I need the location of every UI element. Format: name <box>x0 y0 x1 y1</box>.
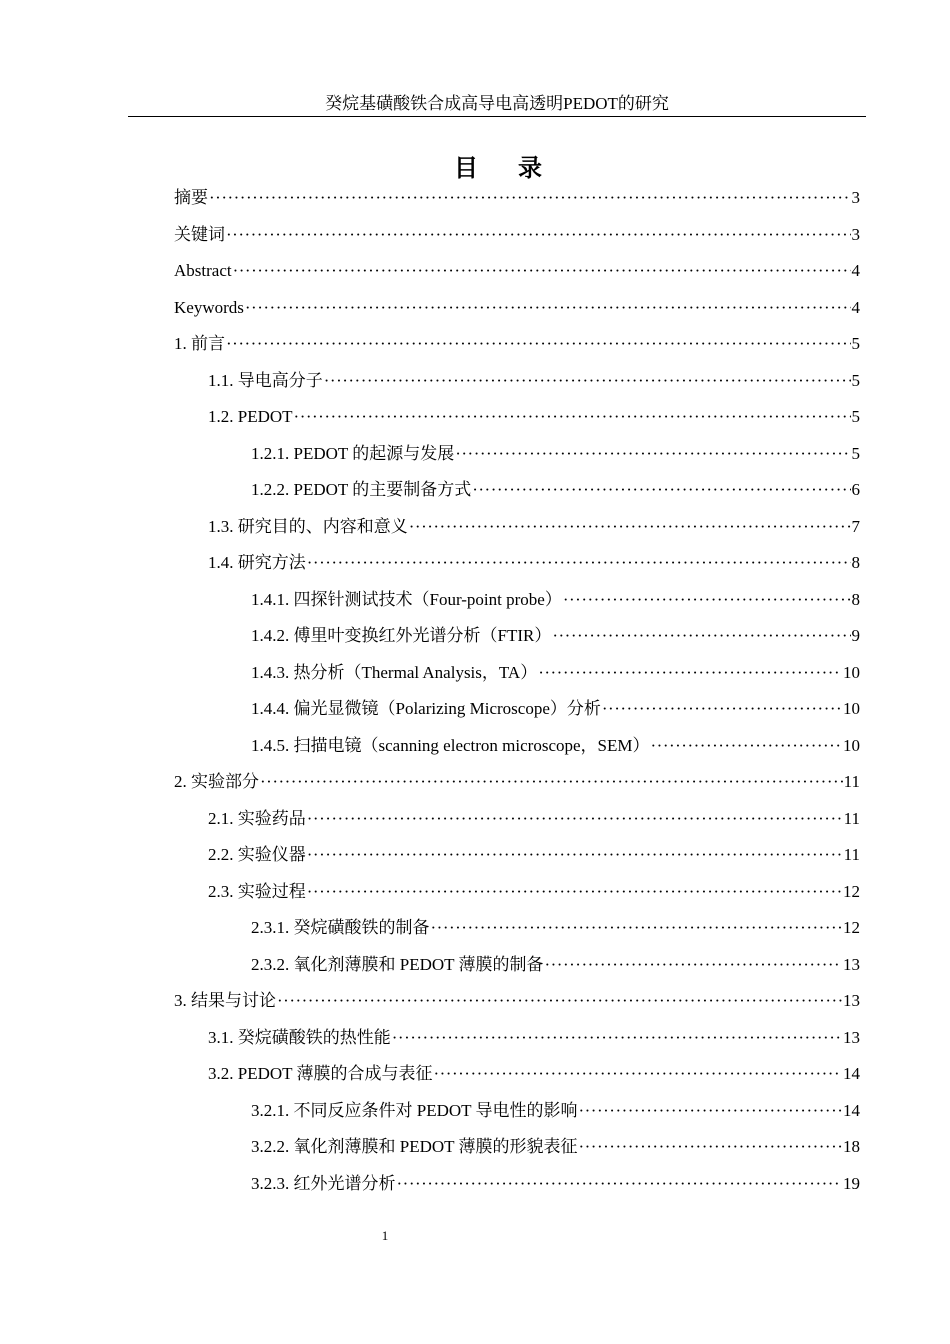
toc-entry-title: Keywords <box>174 297 244 317</box>
toc-entry[interactable] <box>174 436 860 473</box>
toc-entry-page: 13 <box>843 991 860 1010</box>
toc-entry-page: 13 <box>843 954 860 974</box>
table-of-contents <box>174 180 860 1202</box>
toc-dot-leader <box>226 217 851 254</box>
running-header: 癸烷基磺酸铁合成高导电高透明PEDOT的研究 <box>325 94 669 113</box>
toc-entry-title: 1.4.3. 热分析（Thermal Analysis，TA） <box>251 662 538 682</box>
toc-entry-page: 11 <box>843 845 860 864</box>
toc-entry-page: 5 <box>851 407 860 426</box>
toc-entry[interactable] <box>174 947 860 984</box>
toc-entry[interactable] <box>174 472 860 509</box>
toc-dot-leader <box>651 728 843 765</box>
toc-dot-leader <box>307 837 843 874</box>
toc-entry-page: 5 <box>851 334 860 353</box>
toc-entry-title: 2.3. 实验过程 <box>208 881 306 901</box>
toc-dot-leader <box>544 947 842 984</box>
toc-dot-leader <box>260 764 843 801</box>
toc-entry-title: 2.1. 实验药品 <box>208 808 306 828</box>
toc-entry-page: 10 <box>843 662 860 682</box>
toc-entry-title: 摘要 <box>174 188 208 207</box>
toc-entry-title: 1.4.4. 偏光显微镜（Polarizing Microscope）分析 <box>251 699 601 718</box>
toc-entry-page: 12 <box>843 881 860 901</box>
toc-entry[interactable] <box>174 1020 860 1057</box>
toc-entry[interactable] <box>174 253 860 290</box>
toc-entry-page: 12 <box>843 918 860 937</box>
toc-entry[interactable] <box>174 363 860 400</box>
toc-entry-title: 3. 结果与讨论 <box>174 991 276 1010</box>
toc-entry[interactable] <box>174 582 860 619</box>
toc-entry-page: 11 <box>843 808 860 828</box>
toc-entry[interactable] <box>174 910 860 947</box>
toc-entry-title: 1. 前言 <box>174 334 225 353</box>
toc-entry[interactable] <box>174 1166 860 1203</box>
toc-dot-leader <box>538 655 842 692</box>
toc-entry-title: 2. 实验部分 <box>174 772 259 791</box>
toc-dot-leader <box>307 545 851 582</box>
toc-entry-page: 9 <box>851 626 860 645</box>
toc-entry[interactable] <box>174 983 860 1020</box>
toc-dot-leader <box>245 290 851 327</box>
toc-entry[interactable] <box>174 655 860 692</box>
toc-entry-page: 10 <box>843 735 860 755</box>
toc-entry[interactable] <box>174 509 860 546</box>
toc-entry[interactable] <box>174 618 860 655</box>
toc-dot-leader <box>307 801 843 838</box>
toc-entry[interactable] <box>174 217 860 254</box>
toc-entry[interactable] <box>174 180 860 217</box>
toc-entry-page: 7 <box>851 516 860 536</box>
toc-entry[interactable] <box>174 545 860 582</box>
toc-entry-page: 5 <box>851 370 860 390</box>
toc-entry-title: 2.3.1. 癸烷磺酸铁的制备 <box>251 918 430 937</box>
toc-dot-leader <box>392 1020 842 1057</box>
toc-entry[interactable] <box>174 837 860 874</box>
toc-entry[interactable] <box>174 399 860 436</box>
toc-dot-leader <box>307 874 842 911</box>
toc-entry-title: 3.2.1. 不同反应条件对 PEDOT 导电性的影响 <box>251 1100 578 1120</box>
toc-entry-title: 1.2.1. PEDOT 的起源与发展 <box>251 443 455 463</box>
toc-entry-page: 11 <box>843 772 860 791</box>
toc-title <box>0 148 950 183</box>
toc-entry[interactable] <box>174 326 860 363</box>
page-number: 1 <box>381 1228 389 1243</box>
toc-entry-title: 1.4.1. 四探针测试技术（Four-point probe） <box>251 589 562 609</box>
toc-dot-leader <box>472 472 850 509</box>
toc-entry-page: 18 <box>843 1137 860 1156</box>
toc-dot-leader <box>277 983 842 1020</box>
toc-title-left: 目 <box>454 154 478 182</box>
toc-entry-page: 13 <box>843 1027 860 1047</box>
toc-dot-leader <box>602 691 842 728</box>
toc-entry-title: 1.3. 研究目的、内容和意义 <box>208 516 408 536</box>
toc-entry[interactable] <box>174 728 860 765</box>
toc-entry-page: 3 <box>851 188 860 207</box>
toc-entry-page: 10 <box>843 699 860 718</box>
toc-entry[interactable] <box>174 801 860 838</box>
toc-entry-title: 2.3.2. 氧化剂薄膜和 PEDOT 薄膜的制备 <box>251 954 544 974</box>
toc-entry-title: 1.1. 导电高分子 <box>208 370 323 390</box>
toc-dot-leader <box>433 1056 842 1093</box>
toc-dot-leader <box>431 910 843 947</box>
toc-entry-page: 3 <box>851 224 860 244</box>
toc-entry[interactable] <box>174 1129 860 1166</box>
toc-title-right: 录 <box>518 154 542 182</box>
toc-dot-leader <box>397 1166 843 1203</box>
toc-dot-leader <box>552 618 850 655</box>
toc-entry-page: 5 <box>851 443 860 463</box>
toc-entry-title: 1.4.5. 扫描电镜（scanning electron microscope，SEM） <box>251 735 650 755</box>
toc-dot-leader <box>455 436 850 473</box>
toc-entry[interactable] <box>174 1093 860 1130</box>
toc-dot-leader <box>409 509 851 546</box>
toc-entry-page: 6 <box>851 480 860 499</box>
toc-dot-leader <box>324 363 851 400</box>
toc-dot-leader <box>233 253 851 290</box>
toc-dot-leader <box>209 180 851 217</box>
toc-entry-title: 1.4. 研究方法 <box>208 553 306 572</box>
toc-entry-title: 1.4.2. 傅里叶变换红外光谱分析（FTIR） <box>251 626 552 645</box>
toc-entry-title: 关键词 <box>174 224 225 244</box>
toc-dot-leader <box>563 582 851 619</box>
toc-dot-leader <box>578 1129 842 1166</box>
toc-dot-leader <box>294 399 851 436</box>
toc-entry[interactable] <box>174 1056 860 1093</box>
toc-entry-page: 14 <box>843 1100 860 1120</box>
toc-entry[interactable] <box>174 290 860 327</box>
toc-entry-title: 3.1. 癸烷磺酸铁的热性能 <box>208 1027 391 1047</box>
toc-entry-page: 4 <box>851 261 860 280</box>
toc-entry-title: 2.2. 实验仪器 <box>208 845 306 864</box>
toc-dot-leader <box>578 1093 842 1130</box>
toc-entry-title: Abstract <box>174 261 232 280</box>
toc-entry-page: 14 <box>843 1064 860 1083</box>
toc-entry-title: 3.2.3. 红外光谱分析 <box>251 1173 396 1193</box>
toc-entry-title: 3.2. PEDOT 薄膜的合成与表征 <box>208 1064 433 1083</box>
toc-entry-title: 3.2.2. 氧化剂薄膜和 PEDOT 薄膜的形貌表征 <box>251 1137 578 1156</box>
header-rule <box>128 116 866 117</box>
toc-dot-leader <box>226 326 851 363</box>
toc-entry-title: 1.2. PEDOT <box>208 407 293 426</box>
toc-entry-page: 4 <box>851 297 860 317</box>
toc-entry-title: 1.2.2. PEDOT 的主要制备方式 <box>251 480 472 499</box>
toc-entry-page: 8 <box>851 553 860 572</box>
toc-entry[interactable] <box>174 764 860 801</box>
toc-entry[interactable] <box>174 691 860 728</box>
toc-entry-page: 8 <box>851 589 860 609</box>
toc-entry-page: 19 <box>843 1173 860 1193</box>
toc-entry[interactable] <box>174 874 860 911</box>
